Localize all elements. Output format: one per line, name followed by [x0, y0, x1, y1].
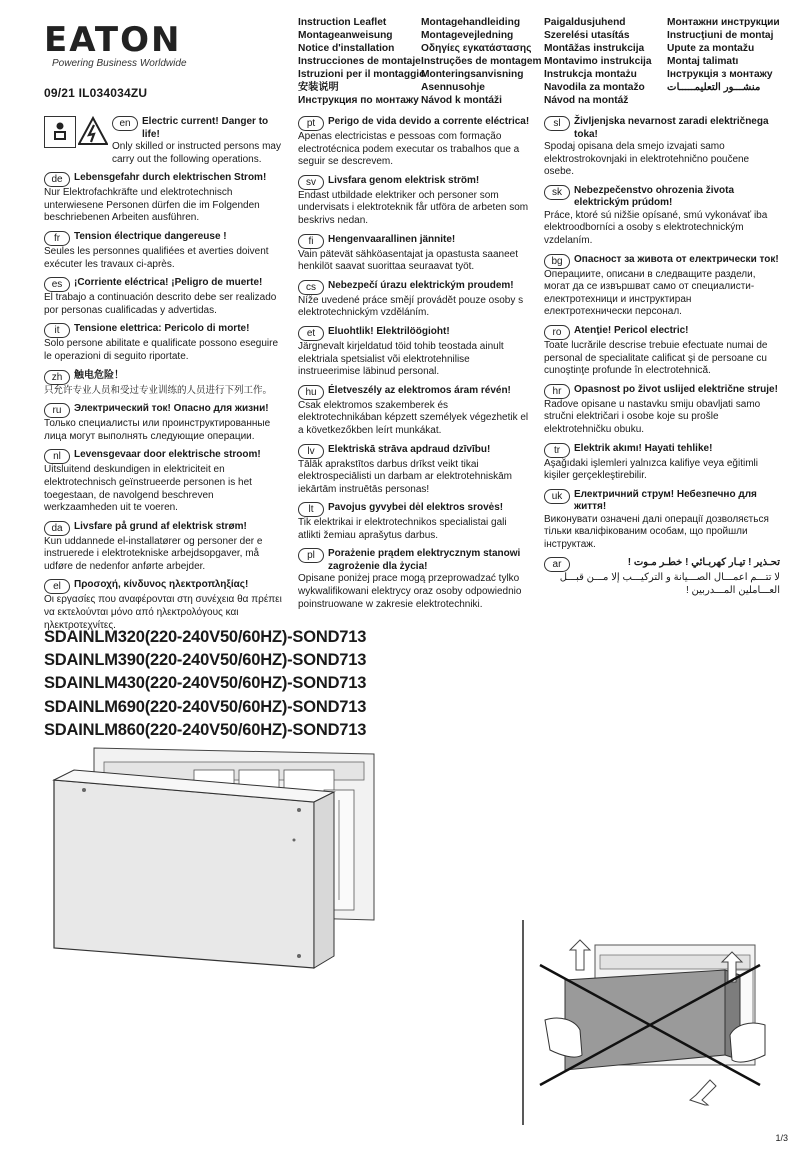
- warning-block-da: da Livsfare på grund af elektrisk strøm! Kun uddannede el-installatører og personer der e instruerede i elektrotekniske arbejdsopgaver, må udføre de nedenfor anførte arbejder.: [44, 520, 263, 572]
- warning-block-hu: hu Életveszély az elektromos áram révén! Csak elektromos szakemberek és elektrotechnikában képzett személyek végezhetik el a következőkben leírt munkákat.: [298, 384, 529, 436]
- warning-block-el: el Προσοχή, κίνδυνος ηλεκτροπληξίας! Οι εργασίες που αναφέρονται στη συνέχεια θα πρέπει να εκτελούνται μόνο από ηλεκτρολόγους και ηλεκτροτεχνίτες.: [44, 579, 282, 631]
- arrow-down-icon: [690, 1080, 716, 1105]
- page-number: 1/3: [775, 1133, 788, 1143]
- warning-column-1: [44, 116, 284, 638]
- warning-block-tr: tr Elektrik akımı! Hayati tehlike! Aşağıdaki işlemleri yalnızca kalifiye veya eğitimli kişiler gerçekleştirebilir.: [544, 442, 758, 482]
- model-item: SDAINLM690(220-240V50/60HZ)-SOND713: [44, 697, 367, 716]
- warning-block-ar: ar تحـذير ! تيـار كهربـائي ! خطـر مـوت ! لا تتـــم اعمـــال الصـــيانة و التركيـــب إلا مـــن قبـــل العـــاملين المـــدربين !: [544, 557, 780, 597]
- enclosure-cover-illustration: [44, 740, 389, 975]
- warning-block-ru: ru Электрический ток! Опасно для жизни! Только специалисты или проинструктированные лица могут выполнять следующие операции.: [44, 403, 271, 442]
- warning-block-sl: sl Življenjska nevarnost zaradi električnega toka! Spodaj opisana dela smejo izvajati samo elektrostrokovnjaki in elektrotehnično poučene osebe.: [544, 116, 769, 178]
- warning-block-nl: nl Levensgevaar door elektrische stroom! Uitsluitend deskundigen in elektriciteit en elektrotechnisch geïnstrueerde personen is het toegestaan, de navolgend beschreven werkzaamheden uit te voeren.: [44, 449, 261, 514]
- warning-block-sv: sv Livsfara genom elektrisk ström! Endast utbildade elektriker och personer som undervisats i elektroteknik får utföra de arbeten som beskrivs nedan.: [298, 174, 529, 226]
- warning-block-cs: cs Nebezpečí úrazu elektrickým proudem! Níže uvedené práce smějí provádět pouze osoby s elektrotechnickým vzděláním.: [298, 279, 524, 319]
- instructions-manual-icon: [44, 116, 76, 148]
- tagline: Powering Business Worldwide: [52, 58, 187, 69]
- model-list: [44, 626, 366, 742]
- warning-block-en: en Electric current! Danger to life! Only skilled or instructed persons may carry out the following operations.: [44, 116, 284, 166]
- model-item: SDAINLM390(220-240V50/60HZ)-SOND713: [44, 651, 367, 670]
- warning-block-fr: fr Tension électrique dangereuse ! Seules les personnes qualifiées et averties doivent exécuter les travaux ci-après.: [44, 230, 269, 270]
- warning-block-pl: pl Porażenie prądem elektrycznym stanowi zagrożenie dla życia! Opisane poniżej prace mogą przeprowadzać tylko wykwalifikowani elektrycy oraz osoby odpowiednio poinstruowane w zakresie elektrotechniki.: [298, 548, 522, 610]
- arrow-up-icon: [570, 940, 590, 970]
- warning-block-hr: hr Opasnost po život uslijed električne struje! Radove opisane u nastavku smiju obavljati samo stručni električari i osobe koje su prošle elektrotehničku obuku.: [544, 383, 778, 435]
- document-number: 09/21 IL034034ZU: [44, 86, 148, 100]
- warning-block-bg: bg Опасност за живота от електрически ток! Операциите, описани в следващите раздели, могат да се извършват само от специалисти-електротехници и инструктиран електротехнически персонал.: [544, 253, 779, 318]
- warning-block-uk: uk Електричний струм! Небезпечно для життя! Виконувати означені далі операції дозволяється тільки кваліфікованим особам, що пройшли інструктаж.: [544, 488, 769, 550]
- model-item: SDAINLM860(220-240V50/60HZ)-SOND713: [44, 720, 367, 739]
- title-column-2: Montagehandleiding Montagevejledning Οδηγίες εγκατάστασης Instruções de montagem Monteringsanvisning Asennusohje Návod k montáži: [421, 17, 542, 106]
- warning-block-pt: pt Perigo de vida devido a corrente eléctrica! Apenas electricistas e pessoas com formação electrotécnica podem executar os trabalhos que a seguir se descrevem.: [298, 116, 530, 168]
- model-item: SDAINLM430(220-240V50/60HZ)-SOND713: [44, 674, 367, 693]
- high-voltage-warning-icon: [78, 116, 108, 166]
- warning-block-it: it Tensione elettrica: Pericolo di morte! Solo persone abilitate e qualificate possono eseguire le operazioni di seguito riportate.: [44, 323, 279, 362]
- warning-block-sk: sk Nebezpečenstvo ohrozenia života elektrickým prúdom! Práce, ktoré sú nižšie opísané, smú vykonávať iba elektroodborníci a osoby s elektrotechnickým vzdelaním.: [544, 184, 768, 246]
- warning-column-2: [298, 116, 530, 617]
- warning-block-et: et Eluohtlik! Elektrilöögioht! Järgnevalt kirjeldatud töid tohib teostada ainult elektriala spetsialist või elektrotehnilise instrueerimise läbinud personal.: [298, 325, 504, 378]
- title-column-4: Монтажни инструкции Instrucţiuni de montaj Upute za montažu Montaj talimatı Інструкція з монтажу منشـــور التعليمـــــات: [667, 17, 780, 93]
- title-column-1: Instruction Leaflet Montageanweisung Notice d'installation Instrucciones de montaje Istruzioni per il montaggio 安装说明 Инструкция по монтажу: [298, 17, 426, 106]
- warning-block-lv: lv Elektriskā strāva apdraud dzīvību! Tālāk aprakstītos darbus drīkst veikt tikai elektrospeciālisti un darbam ar elektrotehniskām iekārtām instruētās personas!: [298, 443, 512, 495]
- warning-block-fi: fi Hengenvaarallinen jännite! Vain pätevät sähköasentajat ja opastusta saaneet henkilöt saavat suorittaa seuraavat työt.: [298, 233, 518, 273]
- warning-block-es: es ¡Corriente eléctrica! ¡Peligro de muerte! El trabajo a continuación descrito debe ser realizado por personas cualificadas y advertidas.: [44, 277, 277, 316]
- warning-block-de: de Lebensgefahr durch elektrischen Strom! Nur Elektrofachkräfte und elektrotechnisch unterwiesene Personen dürfen die im Folgenden beschriebenen Arbeiten ausführen.: [44, 172, 267, 224]
- model-item: SDAINLM320(220-240V50/60HZ)-SOND713: [44, 628, 367, 646]
- title-column-3: Paigaldusjuhend Szerelési utasítás Montāžas instrukcija Montavimo instrukcija Instrukcja montażu Navodila za montažo Návod na montáž: [544, 17, 652, 106]
- warning-column-3: [544, 116, 780, 604]
- lang-code: en: [112, 116, 138, 131]
- incorrect-removal-illustration: [520, 920, 790, 1125]
- warning-block-zh: zh 触电危险！ 只允许专业人员和受过专业训练的人员进行下列工作。: [44, 369, 273, 396]
- warning-block-ro: ro Atenţie! Pericol electric! Toate lucrările descrise trebuie efectuate numai de personal de specialitate calificat şi de persoane cu cunoştinţe profunde în electrotehnică.: [544, 324, 768, 377]
- eaton-logo: EATON: [44, 20, 182, 60]
- warning-block-lt: lt Pavojus gyvybei dėl elektros srovės! Tik elektrikai ir elektrotechnikos specialistai gali atlikti žemiau aprašytus darbus.: [298, 502, 507, 541]
